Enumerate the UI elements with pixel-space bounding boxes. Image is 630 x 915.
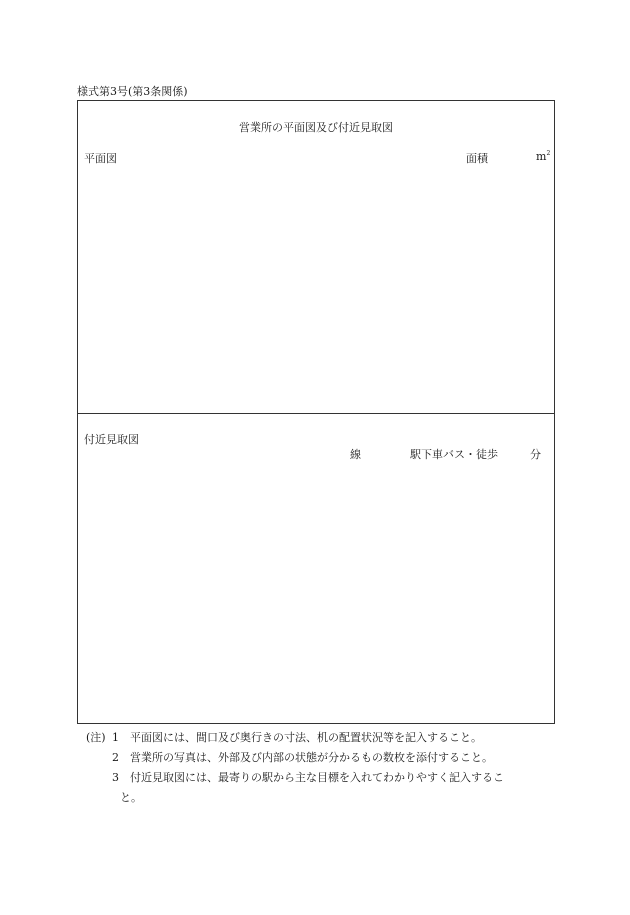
section-divider (78, 413, 554, 414)
note-text-continuation: と。 (120, 791, 142, 804)
form-frame (77, 100, 555, 724)
note-item (86, 768, 556, 788)
floor-plan-label: 平面図 (84, 152, 117, 165)
note-item-continuation (86, 788, 556, 808)
area-unit (536, 150, 550, 163)
note-item (86, 748, 556, 768)
area-label: 面積 (466, 152, 488, 165)
area-unit-base: m (536, 150, 547, 163)
access-label: 駅下車バス・徒歩 (410, 448, 498, 461)
nearby-map-label: 付近見取図 (84, 433, 139, 446)
notes-section (86, 728, 556, 808)
minutes-label: 分 (530, 448, 541, 461)
note-number: 1 (112, 731, 119, 744)
area-unit-exponent: 2 (546, 150, 551, 157)
notes-prefix: (注) (86, 731, 106, 744)
note-number: 2 (112, 751, 119, 764)
note-number: 3 (112, 771, 119, 784)
note-text: 平面図には、間口及び奥行きの寸法、机の配置状況等を記入すること。 (130, 731, 482, 744)
note-text: 付近見取図には、最寄りの駅から主な目標を入れてわかりやすく記入するこ (130, 771, 504, 784)
form-title: 営業所の平面図及び付近見取図 (239, 121, 393, 134)
note-item (86, 728, 556, 748)
note-text: 営業所の写真は、外部及び内部の状態が分かるもの数枚を添付すること。 (130, 751, 493, 764)
form-number-label: 様式第3号(第3条関係) (77, 85, 188, 98)
line-label: 線 (350, 448, 361, 461)
